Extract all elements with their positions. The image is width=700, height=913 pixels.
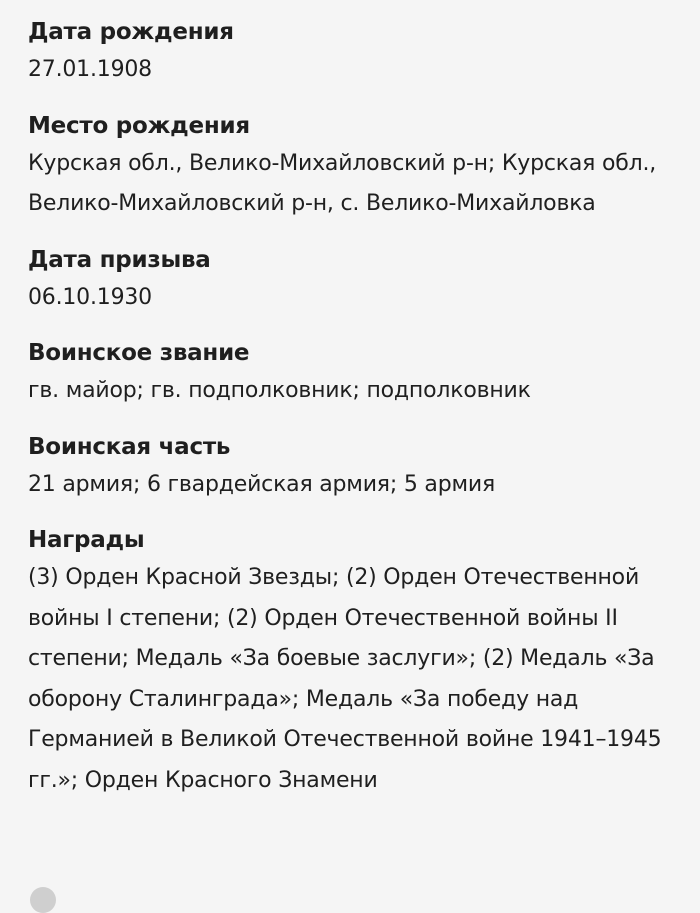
birth-date-value: 27.01.1908: [28, 57, 152, 82]
military-rank-field: [28, 335, 676, 412]
birth-date-label: Дата рождения: [28, 19, 234, 45]
military-unit-value: 21 армия; 6 гвардейская армия; 5 армия: [28, 471, 496, 497]
birth-place-label: Место рождения: [28, 112, 250, 139]
military-rank-label: Воинское звание: [28, 340, 250, 366]
birth-date-field: [28, 14, 676, 91]
awards-field: [28, 522, 676, 801]
military-unit-label: Воинская часть: [28, 433, 231, 460]
person-details: [28, 14, 676, 818]
military-rank-value: гв. майор; гв. подполковник; подполковник: [28, 378, 531, 403]
birth-place-field: [28, 108, 676, 225]
draft-date-label: Дата призыва: [28, 246, 211, 273]
birth-place-value: Курская обл., Велико-Михайловский р-н; Курская обл., Велико-Михайловский р-н, с. Велико-Михайловка: [28, 150, 657, 216]
awards-label: Награды: [28, 527, 145, 553]
partial-avatar-icon: [30, 887, 56, 913]
awards-value: (3) Орден Красной Звезды; (2) Орден Отечественной войны I степени; (2) Орден Отечественной войны II степени; Медаль «За боевые заслуги»; (2) Медаль «За оборону Сталинграда»; Медаль «За победу над Германией в Великой Отечественной войне 1941–1945 гг.»; Орден Красного Знамени: [28, 565, 662, 793]
draft-date-field: [28, 242, 676, 319]
military-unit-field: [28, 429, 676, 506]
draft-date-value: 06.10.1930: [28, 284, 152, 310]
